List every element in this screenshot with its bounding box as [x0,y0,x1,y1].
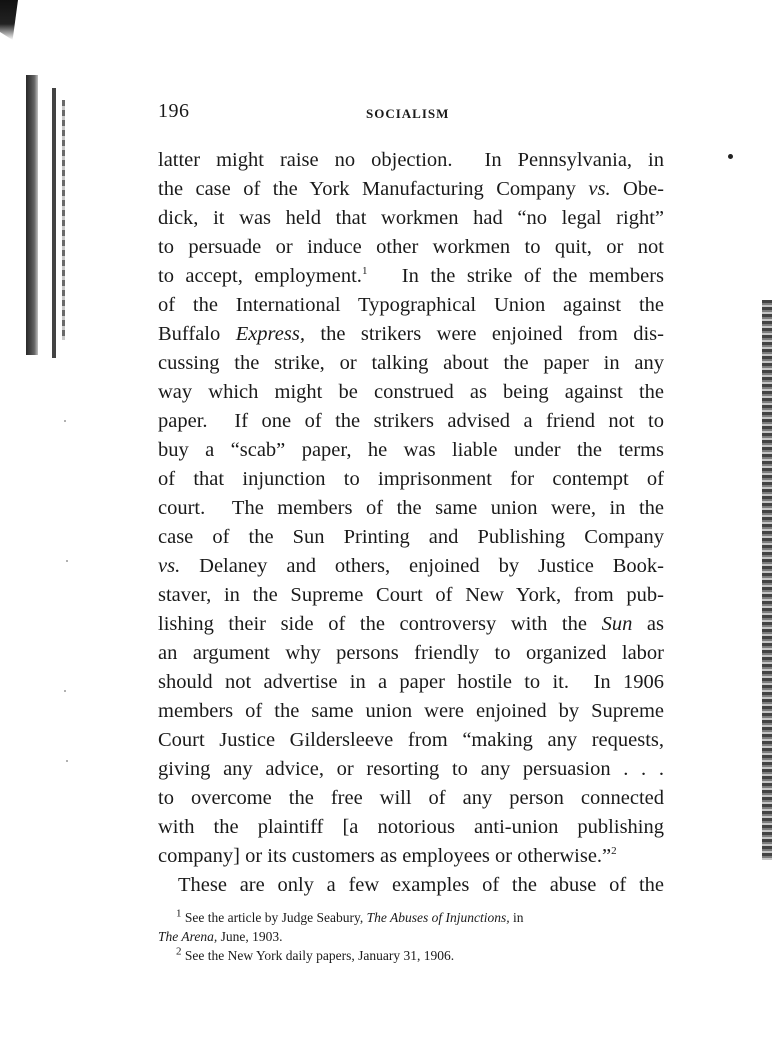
scan-edge-right [762,300,772,860]
text-line [158,581,664,610]
text-line [158,523,664,552]
text-run: Court Justice Gildersleeve from “making any requests, [158,729,664,751]
running-head: SOCIALISM [366,106,450,121]
scan-edge-left-line [52,88,56,358]
text-line [158,349,664,378]
text-line [158,378,664,407]
text-line [158,146,664,175]
text-line [158,407,664,436]
footnotes [158,908,664,965]
scan-edge-top-left [0,0,18,40]
text-run: of the International Typographical Union against the [158,294,664,316]
footnote-line [158,927,664,946]
italic-text: vs. [158,555,181,577]
text-run: giving any advice, or resorting to any persuasion . . . [158,758,664,780]
page-number: 196 [158,100,190,122]
text-line [158,639,664,668]
text-line [158,262,664,291]
text-line [158,697,664,726]
text-run: dick, it was held that workmen had “no legal right” [158,207,664,229]
text-run: See the New York daily papers, January 31, 1906. [181,948,455,963]
text-run: In the strike of the members [367,265,664,287]
text-line [158,668,664,697]
footnote-line [158,908,664,927]
scan-speck [728,154,733,159]
text-line [158,204,664,233]
text-run: the case of the York Manufacturing Company [158,178,589,200]
text-run: lishing their side of the controversy with the [158,613,602,635]
text-run: way which might be construed as being against the [158,381,664,403]
text-run: See the article by Judge Seabury, [181,910,367,925]
text-run: to persuade or induce other workmen to quit, or not [158,236,664,258]
text-run: company] or its customers as employees or otherwise.” [158,845,612,867]
footnote-line [158,946,664,965]
text-run: with the plaintiff [a notorious anti-union publishing [158,816,664,838]
text-run: should not advertise in a paper hostile to it. In 1906 [158,671,664,693]
scan-speck [64,420,66,422]
italic-text: vs. [588,178,611,200]
text-run: to overcome the free will of any person connected [158,787,664,809]
text-line [158,610,664,639]
body-text [158,146,664,900]
italic-text: The Abuses of Injunctions, [366,910,510,925]
scan-speck [64,690,66,692]
italic-text: Sun [601,613,633,635]
text-run: the strikers were enjoined from dis- [304,323,664,345]
text-line [158,175,664,204]
text-run: June, 1903. [217,929,283,944]
scan-edge-left-hairline [62,100,65,340]
text-line [158,842,664,871]
text-line [158,465,664,494]
footnote-marker: 2 [611,845,617,858]
text-line [158,726,664,755]
scan-speck [66,560,68,562]
footnote-marker: 1 [361,265,368,278]
text-run: as [632,613,665,635]
text-line [158,291,664,320]
text-run: an argument why persons friendly to organized labor [158,642,664,664]
text-run: case of the Sun Printing and Publishing Company [158,526,664,548]
text-line [158,320,664,349]
text-run: cussing the strike, or talking about the paper in any [158,352,664,374]
text-run: court. The members of the same union were, in the [158,497,664,519]
text-line [158,784,664,813]
text-line [158,755,664,784]
text-run: members of the same union were enjoined by Supreme [158,700,664,722]
text-line [158,871,664,900]
text-run: buy a “scab” paper, he was liable under the terms [158,439,664,461]
text-line [158,494,664,523]
text-run: paper. If one of the strikers advised a friend not to [158,410,664,432]
text-run: to accept, employment. [158,265,362,287]
text-run: Buffalo [158,323,236,345]
footnote-marker: 1 [176,907,182,920]
footnote-marker: 2 [176,945,182,958]
text-run: in [509,910,524,925]
text-run: staver, in the Supreme Court of New York, from pub- [158,584,664,606]
italic-text: Express, [235,323,305,345]
scan-edge-left [26,75,38,355]
text-run: Delaney and others, enjoined by Justice Book- [180,555,664,577]
text-line [158,552,664,581]
text-run: These are only a few examples of the abuse of the [178,874,664,896]
italic-text: The Arena, [158,929,218,944]
text-run: Obe- [610,178,664,200]
text-run: latter might raise no objection. In Pennsylvania, in [158,149,664,171]
text-line [158,813,664,842]
scan-speck [66,760,68,762]
text-line [158,436,664,465]
text-line [158,233,664,262]
text-run: of that injunction to imprisonment for contempt of [158,468,664,490]
